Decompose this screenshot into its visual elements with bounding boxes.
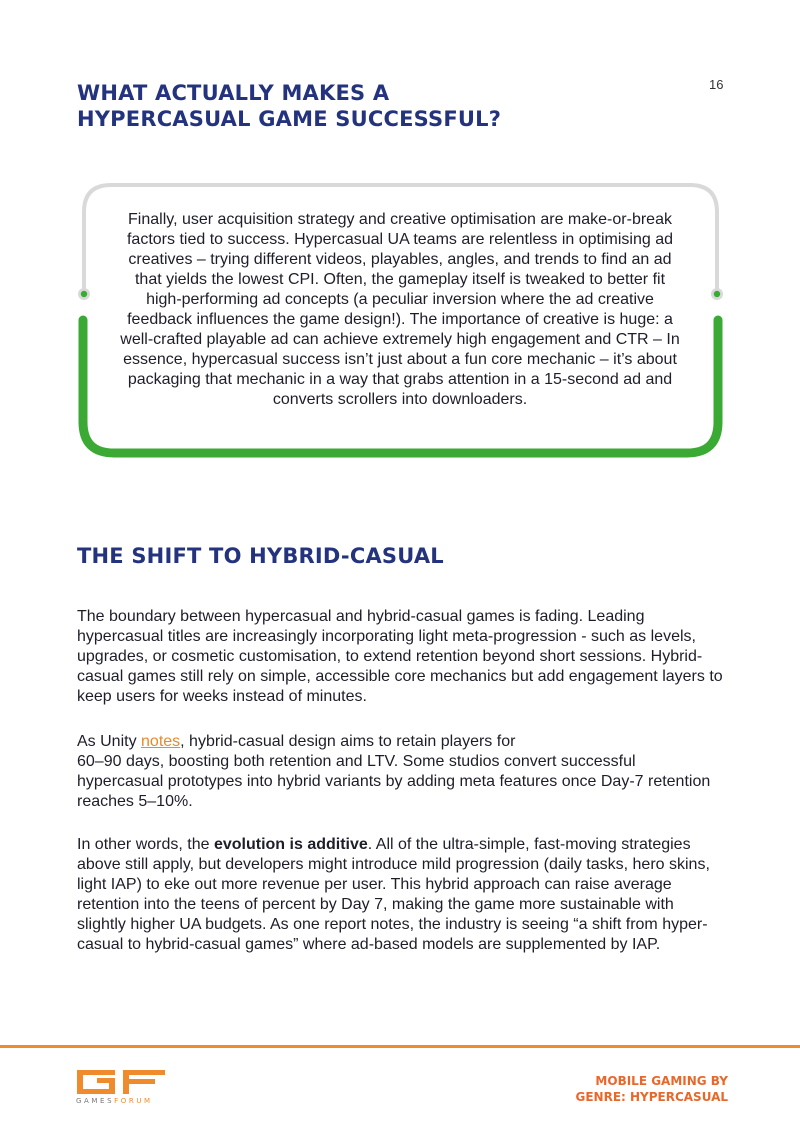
page-number: 16: [709, 77, 724, 92]
evolution-text-before: In other words, the: [77, 836, 214, 853]
title-line-2: HYPERCASUAL GAME SUCCESSFUL?: [77, 107, 502, 131]
evolution-text-after: . All of the ultra-simple, fast-moving strategies above still apply, but developers might introduce mild progression (daily tasks, hero skins, light IAP) to eke out more revenue per user. This hybrid approach can raise average retention into the teens of percent by Day 7, making the game more sustainable with slightly higher UA budgets. As one report notes, the industry is seeing “a shift from hyper-casual to hybrid-casual games” where ad-based models are supplemented by IAP.: [77, 836, 710, 953]
title-line-1: WHAT ACTUALLY MAKES A: [77, 81, 390, 105]
footer-divider: [0, 1045, 800, 1048]
unity-text-before: As Unity: [77, 733, 142, 750]
paragraph-unity: [77, 732, 725, 812]
evolution-bold: evolution is additive: [213, 836, 368, 853]
paragraph-boundary: The boundary between hypercasual and hybrid-casual games is fading. Leading hypercasual titles are increasingly incorporating light meta-progression - such as levels, upgrades, or cosmetic customisation, to extend retention beyond short sessions. Hybrid-casual games still rely on simple, accessible core mechanics but add engagement layers to keep users for weeks instead of minutes.: [77, 608, 723, 705]
unity-text-rest: 60–90 days, boosting both retention and LTV. Some studios convert successful hypercasual prototypes into hybrid variants by adding meta features once Day-7 retention reaches 5–10%.: [77, 753, 711, 810]
footer-label: [468, 1073, 728, 1105]
unity-text-line1: , hybrid-casual design aims to retain players for: [180, 733, 516, 750]
callout-text: Finally, user acquisition strategy and creative optimisation are make-or-break factors tied to success. Hypercasual UA teams are relentless in optimising ad creatives – trying different videos, playables, angles, and trends to find an ad that yields the lowest CPI. Often, the gameplay itself is tweaked to better fit high-performing ad concepts (a peculiar inversion where the ad creative feedback influences the game design!). The importance of creative is huge: a well-crafted playable ad can achieve extremely high engagement and CTR – In essence, hypercasual success isn’t just about a fun core mechanic – it’s about packaging that mechanic in a way that grabs attention in a 15-second ad and converts scrollers into downloaders.: [120, 211, 680, 408]
unity-notes-link[interactable]: notes: [141, 733, 181, 750]
section-title-hybrid: THE SHIFT TO HYBRID-CASUAL: [77, 544, 444, 568]
paragraph-evolution: [77, 835, 725, 955]
footer-label-line-2: GENRE: HYPERCASUAL: [575, 1090, 728, 1104]
footer-label-line-1: MOBILE GAMING BY: [595, 1074, 728, 1088]
logo-wordmark: GAMESFORUM: [76, 1097, 153, 1105]
